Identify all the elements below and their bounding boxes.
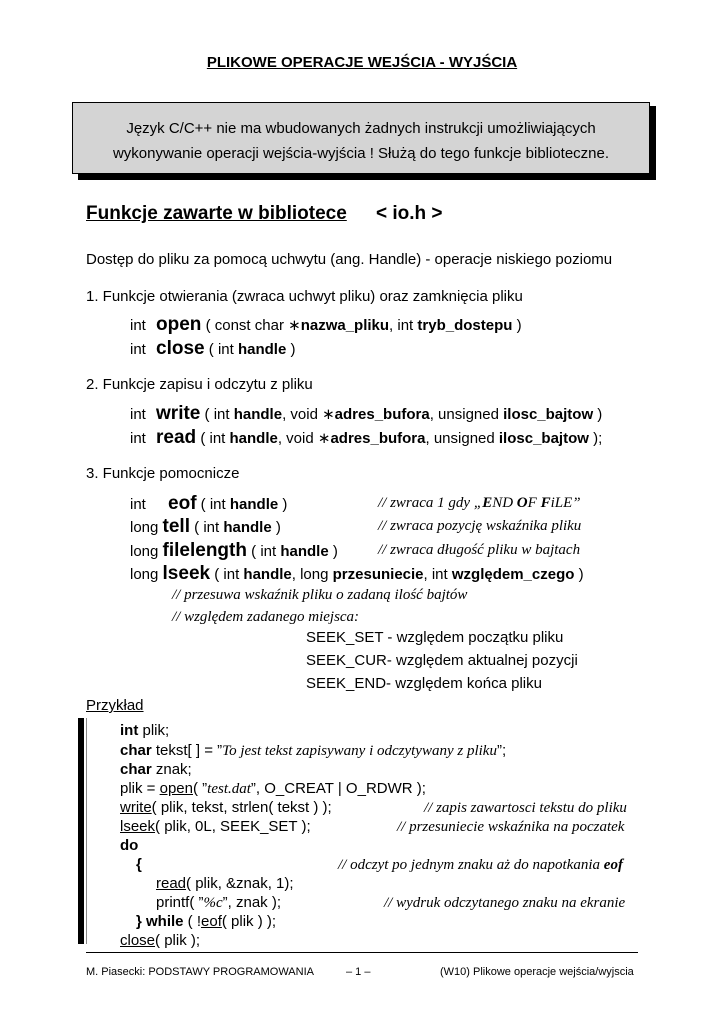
write-star: ∗ bbox=[322, 406, 335, 423]
lseek-param-3: względem_czego bbox=[451, 566, 575, 583]
section-header-file: < io.h > bbox=[376, 203, 443, 224]
open-star: ∗ bbox=[288, 317, 301, 334]
lseek-param-1: handle bbox=[243, 566, 292, 583]
code-line-3 bbox=[120, 761, 192, 778]
write-return: int bbox=[130, 406, 146, 423]
fn-lseek: lseek bbox=[120, 818, 156, 835]
kw-char-2: char bbox=[120, 761, 152, 778]
seek-end-key: SEEK_END bbox=[306, 675, 387, 692]
eof-signature bbox=[130, 493, 287, 515]
tell-args-c: ) bbox=[271, 519, 281, 536]
filelength-param-1: handle bbox=[280, 543, 329, 560]
code-line-5-comment: // zapis zawartosci tekstu do pliku bbox=[424, 800, 627, 816]
lseek-comment-1: // przesuwa wskaźnik pliku o zadaną ilość bajtów bbox=[172, 587, 468, 603]
code-line-8-comment bbox=[338, 857, 623, 874]
filelength-args-a: ( int bbox=[246, 543, 281, 560]
lseek-name: lseek bbox=[162, 563, 211, 584]
open-return: int bbox=[130, 317, 146, 334]
footer-right: (W10) Plikowe operacje wejścia/wyjscia bbox=[440, 966, 634, 978]
write-param-1: handle bbox=[233, 406, 283, 423]
lseek-signature bbox=[130, 563, 584, 585]
open-param-1: nazwa_pliku bbox=[300, 317, 390, 334]
tell-param-1: handle bbox=[223, 519, 272, 536]
read-param-1: handle bbox=[229, 430, 278, 447]
fn-write: write bbox=[120, 799, 152, 816]
access-text: Dostęp do pliku za pomocą uchwytu (ang. Handle) - operacje niskiego poziomu bbox=[86, 251, 613, 268]
eof-comment-i: i bbox=[550, 495, 555, 511]
open-name: open bbox=[156, 314, 202, 335]
eof-comment-a: // zwraca 1 gdy „ bbox=[378, 495, 483, 511]
tell-signature bbox=[130, 516, 281, 538]
eof-param-1: handle bbox=[229, 496, 279, 513]
open-args-b: , int bbox=[389, 317, 418, 334]
lseek-return: long bbox=[130, 566, 159, 583]
code-l12-b: ( plik ); bbox=[155, 932, 201, 949]
filelength-signature bbox=[130, 540, 338, 562]
code-l10-fmt: %c bbox=[203, 895, 223, 911]
filelength-return: long bbox=[130, 543, 159, 560]
write-param-3: ilosc_bajtow bbox=[503, 406, 594, 423]
brace-open: { bbox=[136, 856, 142, 873]
read-args-c: , unsigned bbox=[425, 430, 499, 447]
seek-set-row bbox=[306, 629, 563, 646]
code-l2-b: tekst[ ] = ” bbox=[151, 742, 223, 759]
kw-while: } while bbox=[136, 913, 184, 930]
code-line-4 bbox=[120, 780, 426, 798]
eof-comment-nd: ND bbox=[492, 495, 517, 511]
seek-set-desc: - względem początku pliku bbox=[383, 629, 564, 646]
seek-end-row bbox=[306, 675, 542, 692]
write-name: write bbox=[156, 403, 201, 424]
tell-comment: // zwraca pozycję wskaźnika pliku bbox=[378, 518, 582, 534]
code-l10-a: printf( ” bbox=[156, 894, 204, 911]
fn-eof: eof bbox=[201, 913, 222, 930]
code-line-5 bbox=[120, 799, 332, 816]
code-l4-e: ”, O_CREAT | O_RDWR ); bbox=[250, 780, 426, 797]
write-args-a: ( int bbox=[200, 406, 234, 423]
code-bar-thin bbox=[86, 718, 87, 944]
code-bar bbox=[78, 718, 84, 944]
lseek-args-b: , long bbox=[291, 566, 333, 583]
fn-close: close bbox=[120, 932, 156, 949]
example-label: Przykład bbox=[86, 697, 144, 714]
intro-line-2: wykonywanie operacji wejścia-wyjścia ! Służą do tego funkcje biblioteczne. bbox=[112, 145, 610, 162]
intro-box bbox=[72, 102, 650, 174]
close-args-c: ) bbox=[286, 341, 296, 358]
lseek-args-d: ) bbox=[574, 566, 584, 583]
code-line-7 bbox=[120, 837, 138, 854]
eof-comment-le: LE” bbox=[554, 495, 581, 511]
tell-name: tell bbox=[162, 516, 190, 537]
write-args-d: ) bbox=[593, 406, 603, 423]
code-line-12 bbox=[120, 932, 200, 949]
code-l5-b: ( plik, tekst, strlen( tekst ) ); bbox=[151, 799, 332, 816]
lseek-args-c: , int bbox=[423, 566, 452, 583]
read-args-b: , void bbox=[277, 430, 318, 447]
lseek-comment-2: // względem zadanego miejsca: bbox=[172, 609, 360, 625]
open-args-a: ( const char bbox=[201, 317, 289, 334]
read-name: read bbox=[156, 427, 197, 448]
code-line-10 bbox=[156, 894, 281, 912]
code-line-6-comment: // przesuniecie wskaźnika na poczatek bbox=[397, 819, 625, 835]
code-l2-d: ”; bbox=[496, 742, 507, 759]
code-line-1 bbox=[120, 722, 169, 739]
open-param-2: tryb_dostepu bbox=[417, 317, 513, 334]
seek-set-key: SEEK_SET bbox=[306, 629, 384, 646]
code-l1-rest: plik; bbox=[138, 722, 170, 739]
tell-args-a: ( int bbox=[189, 519, 224, 536]
open-args-c: ) bbox=[512, 317, 522, 334]
list-item-3: 3. Funkcje pomocnicze bbox=[86, 465, 240, 482]
eof-return: int bbox=[130, 496, 146, 513]
open-signature bbox=[130, 314, 522, 336]
close-param-1: handle bbox=[237, 341, 287, 358]
code-line-11 bbox=[136, 913, 276, 930]
close-args-a: ( int bbox=[204, 341, 238, 358]
footer-page-number: – 1 – bbox=[346, 966, 371, 978]
code-l3-rest: znak; bbox=[151, 761, 192, 778]
close-name: close bbox=[156, 338, 205, 359]
read-args-d: ); bbox=[588, 430, 603, 447]
fn-open: open bbox=[159, 780, 193, 797]
write-param-2: adres_bufora bbox=[334, 406, 430, 423]
eof-comment-e: E bbox=[482, 495, 493, 511]
code-l6-b: ( plik, 0L, SEEK_SET ); bbox=[155, 818, 311, 835]
kw-do: do bbox=[120, 837, 139, 854]
footer-rule bbox=[86, 952, 638, 953]
close-signature bbox=[130, 338, 295, 360]
eof-comment-fi: F bbox=[540, 495, 551, 511]
filelength-args-c: ) bbox=[328, 543, 338, 560]
code-l11-d: ( plik ) ); bbox=[221, 913, 277, 930]
seek-cur-key: SEEK_CUR bbox=[306, 652, 387, 669]
code-l4-filename: test.dat bbox=[207, 781, 251, 797]
seek-cur-desc: - względem aktualnej pozycji bbox=[386, 652, 578, 669]
tell-return: long bbox=[130, 519, 159, 536]
write-args-b: , void bbox=[282, 406, 323, 423]
eof-comment-o: O bbox=[516, 495, 528, 511]
code-l4-a: plik = bbox=[120, 780, 160, 797]
code-line-6 bbox=[120, 818, 311, 835]
eof-args-c: ) bbox=[278, 496, 288, 513]
code-l10-c: ”, znak ); bbox=[222, 894, 282, 911]
code-l4-c: ( ” bbox=[192, 780, 208, 797]
code-l11-b: ( ! bbox=[183, 913, 202, 930]
seek-cur-row bbox=[306, 652, 578, 669]
list-item-1: 1. Funkcje otwierania (zwraca uchwyt pliku) oraz zamknięcia pliku bbox=[86, 288, 523, 305]
read-param-2: adres_bufora bbox=[330, 430, 426, 447]
filelength-name: filelength bbox=[162, 540, 247, 561]
list-item-2: 2. Funkcje zapisu i odczytu z pliku bbox=[86, 376, 313, 393]
eof-args-a: ( int bbox=[196, 496, 230, 513]
write-args-c: , unsigned bbox=[429, 406, 504, 423]
fn-read: read bbox=[156, 875, 187, 892]
seek-end-desc: - względem końca pliku bbox=[386, 675, 542, 692]
footer-left: M. Piasecki: PODSTAWY PROGRAMOWANIA bbox=[86, 966, 314, 978]
write-signature bbox=[130, 403, 602, 425]
intro-line-1: Język C/C++ nie ma wbudowanych żadnych instrukcji umożliwiających bbox=[126, 120, 596, 137]
section-title: Funkcje zawarte w bibliotece bbox=[86, 203, 347, 224]
read-signature bbox=[130, 427, 602, 449]
eof-name: eof bbox=[168, 493, 197, 514]
code-line-2 bbox=[120, 742, 506, 760]
kw-char: char bbox=[120, 742, 152, 759]
read-return: int bbox=[130, 430, 146, 447]
code-l8-comment-eof: eof bbox=[603, 857, 623, 873]
read-param-3: ilosc_bajtow bbox=[498, 430, 589, 447]
lseek-param-2: przesuniecie bbox=[332, 566, 424, 583]
read-args-a: ( int bbox=[196, 430, 230, 447]
read-star: ∗ bbox=[317, 430, 331, 447]
code-l8-comment-a: // odczyt po jednym znaku aż do napotkania bbox=[338, 857, 604, 873]
page-title: PLIKOWE OPERACJE WEJŚCIA - WYJŚCIA bbox=[206, 54, 518, 71]
code-line-8 bbox=[136, 856, 142, 873]
code-line-9 bbox=[156, 875, 294, 892]
code-line-10-comment: // wydruk odczytanego znaku na ekranie bbox=[384, 895, 626, 911]
code-l9-b: ( plik, &znak, 1); bbox=[186, 875, 294, 892]
kw-int: int bbox=[120, 722, 139, 739]
close-return: int bbox=[130, 341, 146, 358]
code-l2-string: To jest tekst zapisywany i odczytywany z pliku bbox=[222, 743, 497, 759]
lseek-args-a: ( int bbox=[210, 566, 244, 583]
eof-comment-f: F bbox=[527, 495, 541, 511]
eof-comment bbox=[378, 495, 581, 512]
filelength-comment: // zwraca długość pliku w bajtach bbox=[378, 542, 581, 558]
